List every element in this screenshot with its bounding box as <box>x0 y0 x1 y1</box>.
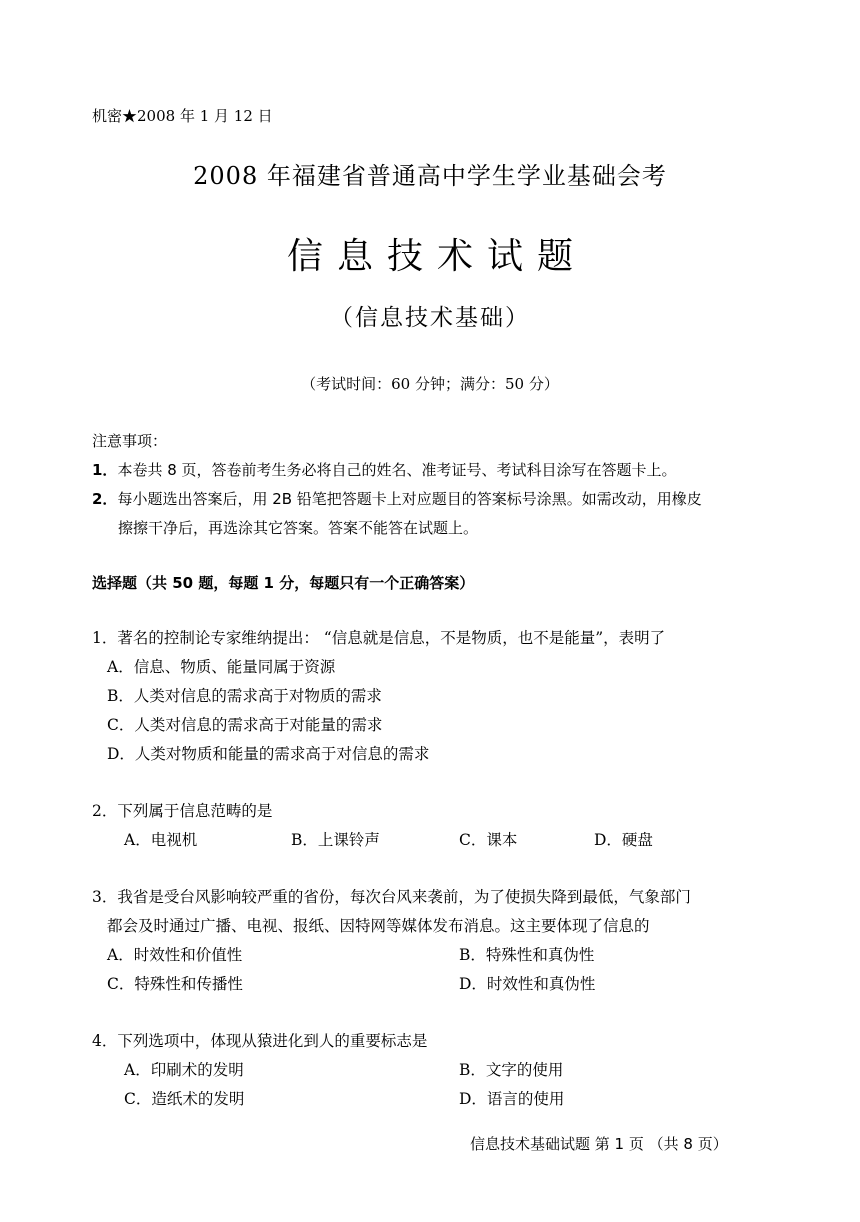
notice-item-text: 每小题选出答案后，用 2B 铅笔把答题卡上对应题目的答案标号涂黑。如需改动，用橡皮 <box>117 490 702 508</box>
option-a: A．时效性和价值性 <box>107 946 243 964</box>
option-a: A．印刷术的发明 <box>124 1061 244 1079</box>
option-b: B．文字的使用 <box>459 1061 564 1079</box>
notice-item-number: 2． <box>92 490 118 508</box>
confidential-date-line: 机密★2008 年 1 月 12 日 <box>92 107 273 125</box>
question-stem: 4．下列选项中，体现从猿进化到人的重要标志是 <box>92 1032 428 1050</box>
option-b: B．人类对信息的需求高于对物质的需求 <box>107 687 382 705</box>
option-a: A．信息、物质、能量同属于资源 <box>107 658 336 676</box>
exam-time-score: （考试时间：60 分钟；满分：50 分） <box>301 375 559 393</box>
page-title: 信息技术试题 <box>286 236 587 277</box>
notice-item <box>92 488 702 509</box>
option-d: D．语言的使用 <box>459 1090 565 1108</box>
option-d: D．时效性和真伪性 <box>459 975 596 993</box>
exam-name: 2008 年福建省普通高中学生学业基础会考 <box>193 162 667 190</box>
option-b: B．上课铃声 <box>291 831 380 849</box>
question-stem-continuation: 都会及时通过广播、电视、报纸、因特网等媒体发布消息。这主要体现了信息的 <box>107 917 650 935</box>
notice-item-continuation: 擦擦干净后，再选涂其它答案。答案不能答在试题上。 <box>118 519 479 537</box>
notice-heading: 注意事项： <box>92 432 168 450</box>
option-d: D．硬盘 <box>594 831 653 849</box>
page-subtitle: （信息技术基础） <box>330 305 530 331</box>
option-a: A．电视机 <box>124 831 198 849</box>
option-c: C．造纸术的发明 <box>124 1090 245 1108</box>
option-d: D．人类对物质和能量的需求高于对信息的需求 <box>107 745 430 763</box>
option-c: C．人类对信息的需求高于对能量的需求 <box>107 716 383 734</box>
option-c: C．特殊性和传播性 <box>107 975 243 993</box>
notice-item-number: 1． <box>92 461 118 479</box>
notice-item-text: 本卷共 8 页，答卷前考生务必将自己的姓名、准考证号、考试科目涂写在答题卡上。 <box>117 461 677 479</box>
option-c: C．课本 <box>459 831 518 849</box>
question-stem: 1．著名的控制论专家维纳提出： “信息就是信息，不是物质，也不是能量”，表明了 <box>92 629 666 647</box>
option-b: B．特殊性和真伪性 <box>459 946 595 964</box>
section-heading: 选择题（共 50 题，每题 1 分，每题只有一个正确答案） <box>92 574 475 592</box>
question-stem: 3．我省是受台风影响较严重的省份，每次台风来袭前，为了使损失降到最低，气象部门 <box>92 888 691 906</box>
page-footer: 信息技术基础试题 第 1 页 （共 8 页） <box>470 1135 728 1153</box>
notice-item <box>92 459 677 480</box>
question-stem: 2．下列属于信息范畴的是 <box>92 802 273 820</box>
